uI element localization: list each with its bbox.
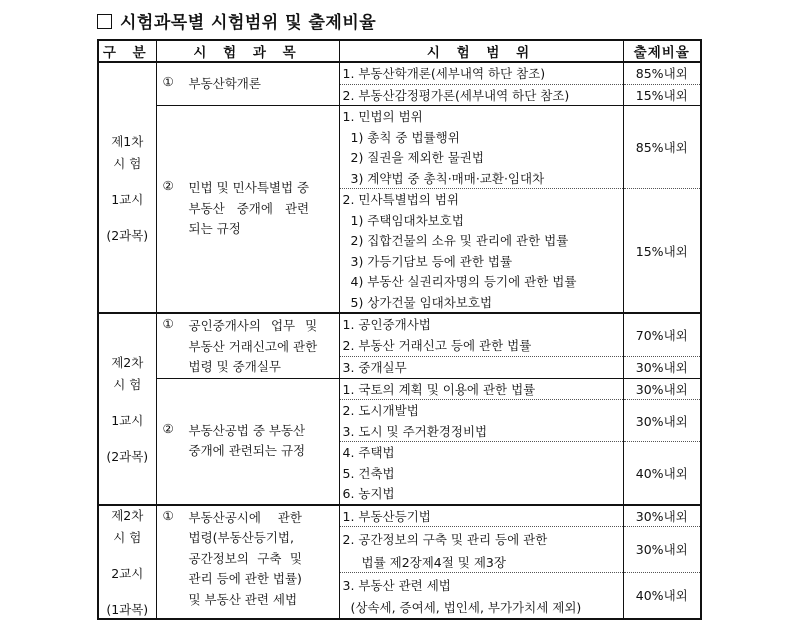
ratio-cell: 30%내외 [623, 527, 701, 573]
subject-count-label: (2과목) [106, 227, 149, 243]
ratio-cell: 15%내외 [623, 189, 701, 314]
table-row [98, 106, 701, 127]
checkbox-square-icon [97, 14, 112, 29]
scope-item: 3) 계약법 중 총칙·매매·교환·임대차 [339, 168, 623, 189]
subject-name-line: 부동산공시에 관한 [188, 509, 302, 525]
subject-name [189, 74, 261, 95]
scope-item: 2. 공간정보의 구축 및 관리 등에 관한 [339, 527, 623, 552]
scope-item: 3. 중개실무 [339, 356, 623, 378]
scope-item: 법률 제2장제4절 및 제3장 [339, 551, 623, 572]
division-cell [98, 313, 156, 505]
subject-count-label: (2과목) [106, 448, 149, 464]
period-label: 1교시 [111, 191, 144, 207]
scope-item: 4) 부동산 실권리자명의 등기에 관한 법률 [339, 271, 623, 292]
header-scope: 시 험 범 위 [339, 40, 623, 62]
division-label [99, 353, 156, 465]
title-text: 시험과목별 시험범위 및 출제비율 [120, 13, 377, 33]
subject-name-line: 부동산 거래신고에 관한 [188, 338, 318, 354]
subject-name-line: 부동산 중개에 관련 [188, 200, 310, 216]
exam-label: 제2차 [111, 507, 144, 523]
subject-number: ① [162, 316, 174, 331]
ratio-cell: 15%내외 [623, 84, 701, 106]
scope-item: 2) 질권을 제외한 물권법 [339, 147, 623, 168]
subject [163, 508, 336, 611]
subject-name-line: 부동산학개론 [188, 75, 261, 91]
subject-name-line: 및 부동산 관련 세법 [188, 591, 298, 607]
scope-item: 1. 부동산등기법 [339, 505, 623, 527]
subject-name-line: 법령 및 중개실무 [188, 359, 281, 374]
subject-number: ① [162, 73, 174, 89]
table-row [98, 378, 701, 400]
ratio-cell: 30%내외 [623, 400, 701, 442]
header-division: 구 분 [98, 40, 156, 62]
subject-name-line: 되는 규정 [188, 221, 241, 237]
ratio-cell: 85%내외 [623, 62, 701, 84]
scope-item: 2. 부동산감정평가론(세부내역 하단 참조) [339, 84, 623, 106]
ratio-cell: 40%내외 [623, 572, 701, 618]
subject-count-label: (1과목) [106, 601, 149, 617]
scope-item: 5. 건축법 [339, 463, 623, 484]
subject-number: ② [162, 420, 174, 436]
header-row [98, 40, 701, 62]
subject-name-line: 중개에 관련되는 규정 [188, 443, 306, 458]
subject-name [189, 421, 306, 462]
subject-name-line: 부동산공법 중 부동산 [188, 422, 306, 438]
scope-item: 1. 민법의 범위 [339, 106, 623, 127]
exam-label-2: 시 험 [113, 529, 142, 545]
scope-item: 2. 민사특별법의 범위 [339, 189, 623, 210]
ratio-cell: 70%내외 [623, 313, 701, 356]
page-title [97, 8, 376, 33]
ratio-cell: 85%내외 [623, 106, 701, 189]
header-subject: 시 험 과 목 [156, 40, 339, 62]
scope-item: 2) 집합건물의 소유 및 관리에 관한 법률 [339, 230, 623, 251]
scope-item: (상속세, 증여세, 법인세, 부가가치세 제외) [339, 597, 623, 619]
subject-cell [156, 106, 339, 314]
subject-name-line: 공간정보의 구축 및 [188, 550, 302, 566]
subject-name [189, 178, 310, 240]
scope-item: 5) 상가건물 임대차보호법 [339, 292, 623, 314]
subject-number: ② [162, 178, 174, 194]
period-label: 1교시 [111, 412, 144, 428]
subject-name [189, 316, 318, 378]
exam-scope-table [97, 39, 702, 620]
subject [163, 74, 336, 95]
subject-number: ① [162, 507, 174, 523]
ratio-cell: 30%내외 [623, 356, 701, 378]
scope-item: 6. 농지법 [339, 483, 623, 505]
subject-cell [156, 505, 339, 619]
subject-name [189, 508, 302, 611]
scope-item: 1) 주택임대차보호법 [339, 210, 623, 231]
exam-label: 제1차 [111, 133, 144, 149]
exam-label-2: 시 험 [113, 376, 142, 392]
scope-item: 3) 가등기담보 등에 관한 법률 [339, 251, 623, 272]
subject-cell [156, 378, 339, 505]
scope-item: 1. 부동산학개론(세부내역 하단 참조) [339, 62, 623, 84]
exam-label-2: 시 험 [113, 155, 142, 171]
table-body [98, 62, 701, 619]
scope-item: 2. 부동산 거래신고 등에 관한 법률 [339, 335, 623, 356]
scope-item: 3. 부동산 관련 세법 [339, 572, 623, 597]
subject-cell [156, 62, 339, 106]
table-row [98, 313, 701, 335]
subject-name-line: 관리 등에 관한 법률) [188, 571, 302, 586]
subject-cell [156, 313, 339, 378]
header-ratio: 출제비율 [623, 40, 701, 62]
scope-item: 3. 도시 및 주거환경정비법 [339, 421, 623, 442]
ratio-cell: 40%내외 [623, 442, 701, 505]
subject [163, 178, 336, 240]
table-row [98, 505, 701, 527]
table-row [98, 62, 701, 84]
ratio-cell: 30%내외 [623, 378, 701, 400]
division-label [99, 132, 156, 244]
division-cell [98, 505, 156, 619]
subject-name-line: 법령(부동산등기법, [188, 530, 294, 545]
division-cell [98, 62, 156, 313]
subject [163, 316, 336, 378]
scope-item: 1. 국토의 계획 및 이용에 관한 법률 [339, 378, 623, 400]
scope-item: 4. 주택법 [339, 442, 623, 463]
exam-label: 제2차 [111, 354, 144, 370]
scope-item: 1) 총칙 중 법률행위 [339, 127, 623, 148]
scope-item: 2. 도시개발법 [339, 400, 623, 421]
subject-name-line: 민법 및 민사특별법 중 [188, 180, 310, 196]
ratio-cell: 30%내외 [623, 505, 701, 527]
subject-name-line: 공인중개사의 업무 및 [188, 318, 318, 333]
period-label: 2교시 [111, 565, 144, 581]
subject [163, 421, 336, 462]
scope-item: 1. 공인중개사법 [339, 313, 623, 335]
